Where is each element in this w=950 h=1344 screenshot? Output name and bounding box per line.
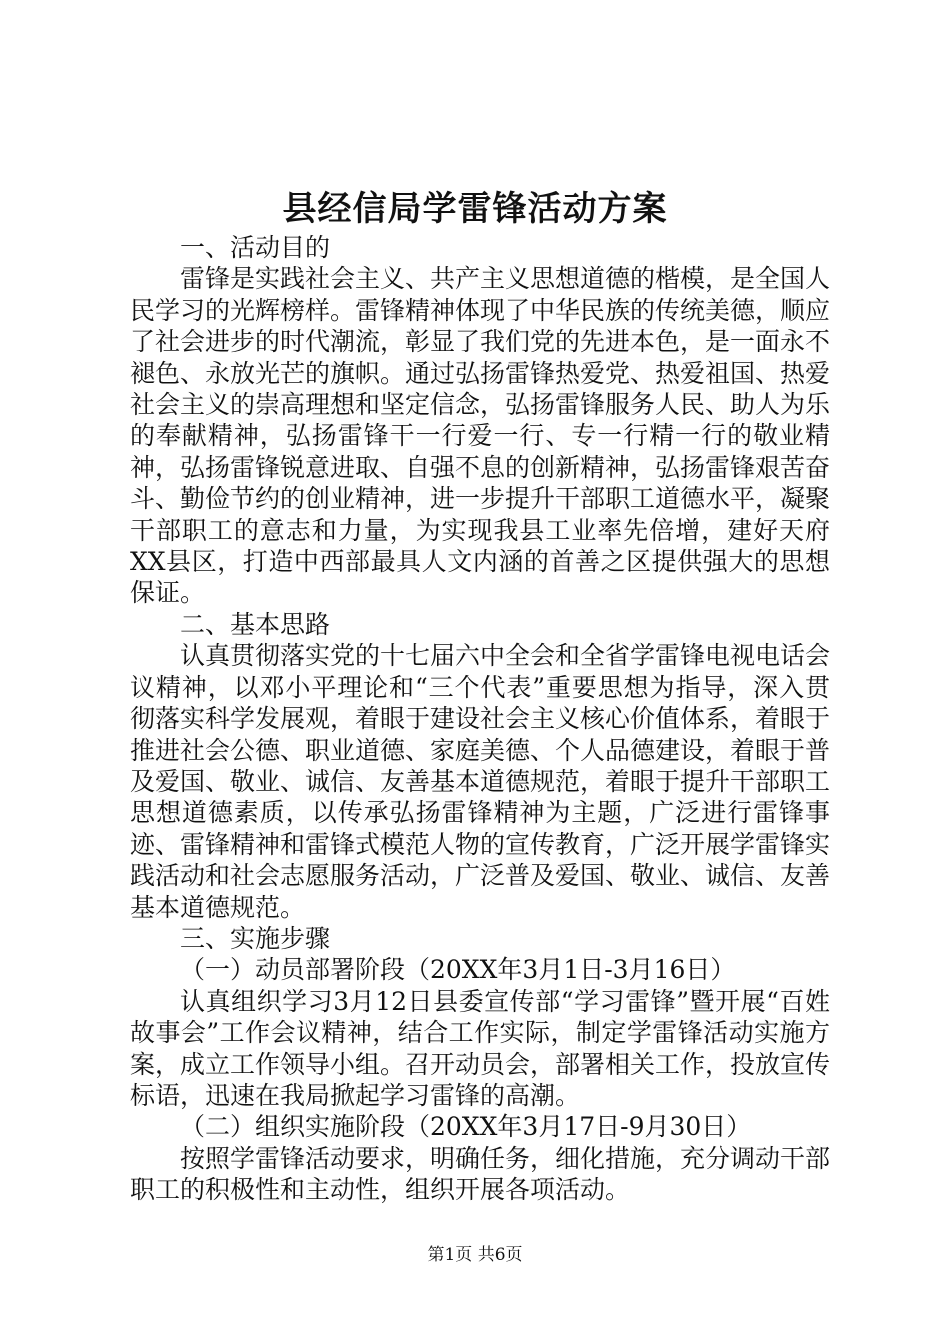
document-body [130,232,830,1206]
section-heading-steps: 三、实施步骤 [180,923,331,953]
document-title: 县经信局学雷锋活动方案 [282,189,668,229]
subsection-heading-mobilization: （一）动员部署阶段（20XX年3月1日-3月16日） [180,955,736,985]
page-number-footer: 第1页 共6页 [427,1245,523,1265]
paragraph-implementation: 按照学雷锋活动要求，明确任务，细化措施，充分调动干部职工的积极性和主动性，组织开展各项活动。 [130,1143,831,1205]
section-heading-purpose: 一、活动目的 [180,233,331,262]
paragraph-approach: 认真贯彻落实党的十七届六中全会和全省学雷锋电视电话会议精神，以邓小平理论和“三个代表”重要思想为指导，深入贯彻落实科学发展观，着眼于建设社会主义核心价值体系，着眼于推进社会公德、职业道德、家庭美德、个人品德建设，着眼于普及爱国、敬业、诚信、友善基本道德规范，着眼于提升干部职工思想道德素质，以传承弘扬雷锋精神为主题，广泛进行雷锋事迹、雷锋精神和雷锋式模范人物的宣传教育，广泛开展学雷锋实践活动和社会志愿服务活动，广泛普及爱国、敬业、诚信、友善基本道德规范。 [130,641,831,922]
paragraph-mobilization: 认真组织学习3月12日县委宣传部“学习雷锋”暨开展“百姓故事会”工作会议精神，结合工作实际，制定学雷锋活动实施方案，成立工作领导小组。召开动员会，部署相关工作，投放宣传标语，迅速在我局掀起学习雷锋的高潮。 [130,986,831,1110]
section-heading-approach: 二、基本思路 [180,609,331,639]
paragraph-purpose: 雷锋是实践社会主义、共产主义思想道德的楷模，是全国人民学习的光辉榜样。雷锋精神体现了中华民族的传统美德，顺应了社会进步的时代潮流，彰显了我们党的先进本色，是一面永不褪色、永放光芒的旗帜。通过弘扬雷锋热爱党、热爱祖国、热爱社会主义的崇高理想和坚定信念，弘扬雷锋服务人民、助人为乐的奉献精神，弘扬雷锋干一行爱一行、专一行精一行的敬业精神，弘扬雷锋锐意进取、自强不息的创新精神，弘扬雷锋艰苦奋斗、勤俭节约的创业精神，进一步提升干部职工道德水平，凝聚干部职工的意志和力量，为实现我县工业率先倍增，建好天府XX县区，打造中西部最具人文内涵的首善之区提供强大的思想保证。 [130,264,831,608]
subsection-heading-implementation: （二）组织实施阶段（20XX年3月17日-9月30日） [180,1112,752,1142]
